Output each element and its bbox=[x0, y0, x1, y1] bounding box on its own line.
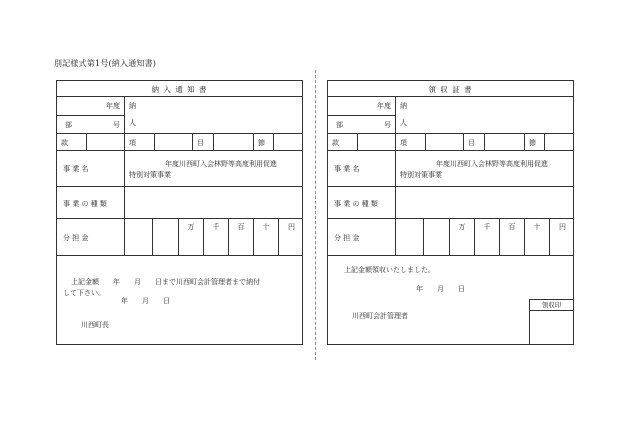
go-label: 号 bbox=[113, 121, 120, 129]
kan-label: 款 bbox=[61, 139, 68, 147]
receipt-futan-row bbox=[328, 219, 573, 256]
receipt-stamp-box bbox=[529, 299, 573, 344]
receipt-form bbox=[327, 80, 574, 345]
jigyo-name-line2: 特別対策事業 bbox=[129, 171, 171, 179]
notice-body-line2: して下さい。 bbox=[63, 289, 105, 297]
receipt-jigyo-row bbox=[328, 151, 573, 187]
digit-hyaku: 百 bbox=[508, 223, 516, 231]
form-caption: 別記様式第1号(納入通知書) bbox=[54, 59, 157, 68]
notice-title-row bbox=[57, 81, 302, 97]
receipt-signer: 川西町会計管理者 bbox=[352, 312, 408, 320]
shurui-label: 事 業 の 種 類 bbox=[334, 200, 378, 208]
digit-juu: 十 bbox=[262, 223, 270, 231]
stamp-label: 領収印 bbox=[530, 300, 573, 311]
digit-sen: 千 bbox=[483, 223, 491, 231]
jigyo-label: 事 業 名 bbox=[63, 165, 89, 173]
setsu-label: 節 bbox=[258, 139, 265, 147]
receipt-shurui-row bbox=[328, 187, 573, 219]
bu-label: 部 bbox=[336, 121, 343, 129]
receipt-account-row bbox=[328, 134, 573, 151]
receipt-date: 年 月 日 bbox=[416, 285, 465, 293]
notice-title: 納 入 通 知 書 bbox=[151, 85, 208, 94]
payer-label-top: 納 bbox=[400, 102, 407, 110]
nendo-cell bbox=[57, 97, 125, 133]
digit-hyaku: 百 bbox=[237, 223, 245, 231]
shurui-label: 事 業 の 種 類 bbox=[63, 200, 107, 208]
setsu-label: 節 bbox=[529, 139, 536, 147]
notice-nendo-row bbox=[57, 97, 302, 134]
futan-label: 分 担 金 bbox=[334, 234, 360, 242]
notice-jigyo-row bbox=[57, 151, 302, 187]
kou-label: 項 bbox=[400, 139, 407, 147]
notice-shurui-row bbox=[57, 187, 302, 219]
jigyo-name-line1: 年度川西町入会林野等高度利用促進 bbox=[436, 160, 548, 168]
receipt-body-line1: 上記金額領収いたしました。 bbox=[344, 266, 435, 274]
jigyo-label: 事 業 名 bbox=[334, 165, 360, 173]
notice-account-row bbox=[57, 134, 302, 151]
payer-label-bottom: 人 bbox=[129, 119, 136, 127]
digit-man: 万 bbox=[458, 223, 466, 231]
notice-futan-row bbox=[57, 219, 302, 256]
notice-date: 年 月 日 bbox=[121, 297, 170, 305]
digit-sen: 千 bbox=[212, 223, 220, 231]
payer-label-bottom: 人 bbox=[400, 119, 407, 127]
digit-juu: 十 bbox=[533, 223, 541, 231]
digit-en: 円 bbox=[559, 223, 566, 231]
futan-label: 分 担 金 bbox=[63, 234, 89, 242]
jigyo-name-line1: 年度川西町入会林野等高度利用促進 bbox=[165, 160, 277, 168]
nendo-label: 年度 bbox=[106, 102, 120, 110]
notice-body-line1: 上記金額 年 月 日まで川西町会計管理者まで納付 bbox=[71, 278, 260, 286]
digit-en: 円 bbox=[288, 223, 295, 231]
receipt-nendo-row bbox=[328, 97, 573, 134]
nendo-label: 年度 bbox=[377, 102, 391, 110]
moku-label: 目 bbox=[197, 139, 204, 147]
moku-label: 目 bbox=[468, 139, 475, 147]
notice-signer: 川西町長 bbox=[81, 321, 109, 329]
digit-man: 万 bbox=[187, 223, 195, 231]
bu-label: 部 bbox=[65, 121, 72, 129]
receipt-title-row bbox=[328, 81, 573, 97]
cut-line bbox=[315, 70, 316, 360]
kan-label: 款 bbox=[332, 139, 339, 147]
notice-form bbox=[56, 80, 303, 345]
kou-label: 項 bbox=[129, 139, 136, 147]
go-label: 号 bbox=[384, 121, 391, 129]
receipt-title: 領 収 証 書 bbox=[428, 85, 473, 94]
jigyo-name-line2: 特別対策事業 bbox=[400, 171, 442, 179]
payer-label-top: 納 bbox=[129, 102, 136, 110]
